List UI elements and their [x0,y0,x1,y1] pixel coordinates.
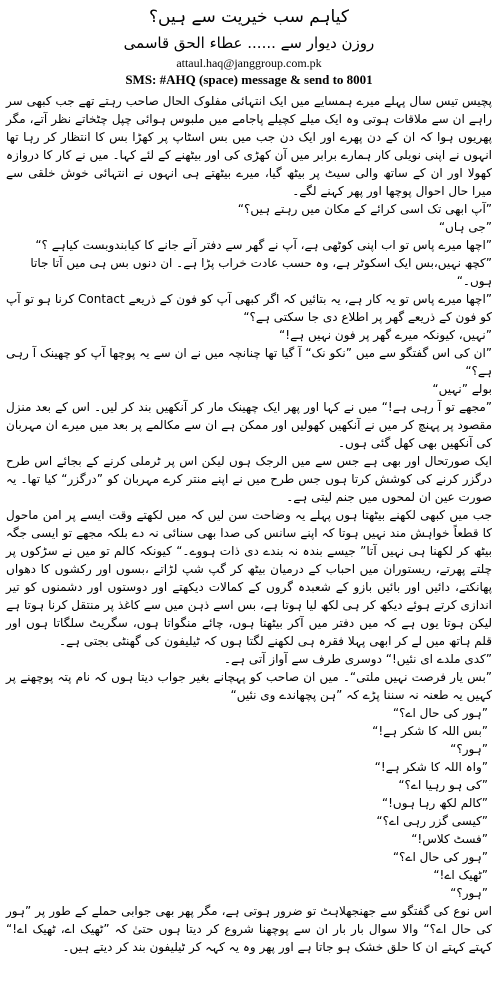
dialogue-line: ”ہور کی حال اے؟“ [392,850,488,864]
dialogue-line: ”جی ہاں“ [438,220,492,234]
paragraph: اس نوع کی گفتگو سے جھنجھلاہٹ تو ضرور ہوتی ہے، مگر پھر بھی جوابی حملے کے طور پر ”ہور کی حال اے؟“ والا سوال بار بار ان سے پوچھنا شروع کر دیتا ہوں حتیٰ کہ ”ٹھیک اے، ٹھیک اے!“ کہتے کہتے ان کا حلق خشک ہو جاتا ہے اور پھر وہ یہ کہہ کر ٹیلیفون بند کر دیتے ہیں۔ [6,904,492,954]
article-byline: روزن دیوار سے ...... عطاء الحق قاسمی [123,34,375,52]
dialogue-line: ”فسٹ کلاس!“ [411,832,488,846]
dialogue-line: بولے ”نہیں“ [432,382,492,396]
dialogue-line: ”کدی ملدے ای نئیں!“ دوسری طرف سے آواز آتی ہے۔ [223,652,492,666]
dialogue-line: ”کی ہو رہیا اے؟“ [398,778,488,792]
article-column [4,0,494,956]
paragraph: پچیس تیس سال پہلے میرے ہمسایے میں ایک انتہائی مفلوک الحال صاحب رہتے تھے جب کبھی سر راہے ان سے ملاقات ہوتی وہ ایک میلے کچیلے پاجامے میں ملبوس ہوائی چپل چٹخاتے نظر آتے، مگر پھریوں ہوا کہ ان کے دن پھرے اور ایک دن جب میں بس اسٹاپ پر کھڑا بس کا انتظار کر رہا تھا انہوں نے اپنی نویلی کار ہمارے برابر میں آن کھڑی کی اور بیٹھنے کے لئے کہا۔ میں نے کار کا دروازہ کھولا اور ان کے ساتھ والی سیٹ پر بیٹھ گیا، میرے بیٹھتے ہی انہوں نے انتہائی خوش خلقی سے میرا حال احوال پوچھا اور پھر کہنے لگے۔ [6,94,492,198]
dialogue-line: ”واہ اللہ کا شکر ہے!“ [374,760,488,774]
dialogue-line: ”ہور؟“ [450,742,488,756]
dialogue-line: ”اچھا میرے پاس تو اب اپنی کوٹھی ہے، آپ نے گھر سے دفتر آنے جانے کا کیابندوبست کیاہے ؟“ [35,238,492,252]
paragraph: ایک صورتحال اور بھی ہے جس سے میں الرجک ہوں لیکن اس پر ٹرملی کرنے کے بجائے اس طرح درگزر کرنے کی کوشش کرتا ہوں جس طرح میں نے اپنے منتر کرے مہربان کو ”درگزر“ کیا تھا۔ یہ صورت عین ان لمحوں میں جنم لیتی ہے۔ [6,454,492,504]
paragraph: جب میں کبھی لکھنے بیٹھتا ہوں پہلے یہ وضاحت سن لیں کہ میں لکھتے وقت ایسے پر امن ماحول کا قطعاً خواہش مند نہیں ہوتا کہ اپنے سانس کی صدا بھی سنائی نہ دے بلکہ مجھے تو ایسی جگہ بیٹھ کر لکھنا ہی نہیں آتا” جیسے بندہ نہ بندے دی ذات ہووے۔“ کیونکہ کالم تو میں نے سڑکوں پر چلتے پھرتے، ریستوران میں احباب کے درمیان بیٹھ کر گپ شپ لڑاتے ،بسوں اور رکشوں کا دھواں پھانکتے، دائیں اور بائیں بازو کے شعبدہ گروں کے کمالات دیکھتے اور دوستوں اور دشمنوں کو تیر اندازی کرتے ہوئے دیکھ کر ہی لکھ لیا ہوتا ہے، بس اسے ذہن میں سے کاغذ پر منتقل کرنا ہوتا ہے لیکن ہوتا یوں ہے کہ میں دفتر میں آکر بیٹھتا ہوں، چائے منگواتا ہوں، سگریٹ سلگاتا ہوں اور قلم ہاتھ میں لے کر ابھی پہلا فقرہ ہی لکھنے لگتا ہوں کہ ٹیلیفون کی گھنٹی بجتی ہے۔ [6,508,492,648]
dialogue-line: ”ہور؟“ [450,886,488,900]
dialogue-line: ”بس یار فرصت نہیں ملتی“۔ میں ان صاحب کو پہچانے بغیر جواب دیتا ہوں کہ نام پتہ پوچھنے پر کہیں یہ طعنہ نہ سننا پڑے کہ ”ہن پچھاندے وی نئیں“ [6,670,492,702]
dialogue-line: ”کیسی گزر رہی اے؟“ [376,814,488,828]
dialogue-line: ”کچھ نہیں،بس ایک اسکوٹر ہے، وہ حسب عادت خراب پڑا ہے۔ ان دنوں بس ہی میں آتا جاتا ہوں۔“ [30,256,492,288]
sms-line: SMS: #AHQ (space) message & send to 8001 [125,72,373,87]
author-email: attaul.haq@janggroup.com.pk [176,56,322,70]
dialogue-line: ”کالم لکھ رہا ہوں!“ [381,796,488,810]
dialogue-line: ”بس اللہ کا شکر ہے!“ [372,724,488,738]
dialogue-line: ”ٹھیک اے!“ [433,868,488,882]
paragraph: ”مجھے تو آ رہی ہے!“ میں نے کہا اور پھر ایک چھینک مار کر آنکھیں بند کر لیں۔ اس کے بعد منزل مقصود پر پہنچ کر میں نے آنکھیں کھولیں اور ممکن ہے ان سے مکالمے پر بعد میں میرے ان مہربان کی آنکھیں بھی کھل گئی ہوں۔ [6,400,492,450]
dialogue-line: ”آپ ابھی تک اسی کرائے کے مکان میں رہتے ہیں؟“ [237,202,492,216]
article-title: کیاہم سب خیریت سے ہیں؟ [149,7,349,27]
dialogue-line: ”اچھا میرے پاس تو یہ کار ہے، یہ بتائیں کہ اگر کبھی آپ کو فون کے ذریعے Contact کرنا ہو تو آپ کو فون کے ذریعے گھر پر اطلاع دی جا سکتی ہے؟“ [6,292,492,324]
dialogue-line: ”ان کی اس گفتگو سے میں ”نکو نک“ آ گیا تھا چنانچہ میں نے ان سے یہ پوچھا آپ کو چھینک آ رہی ہے؟“ [6,346,492,378]
dialogue-line: ”نہیں، کیونکہ میرے گھر پر فون نہیں ہے!“ [279,328,492,342]
dialogue-line: ”ہور کی حال اے؟“ [392,706,488,720]
